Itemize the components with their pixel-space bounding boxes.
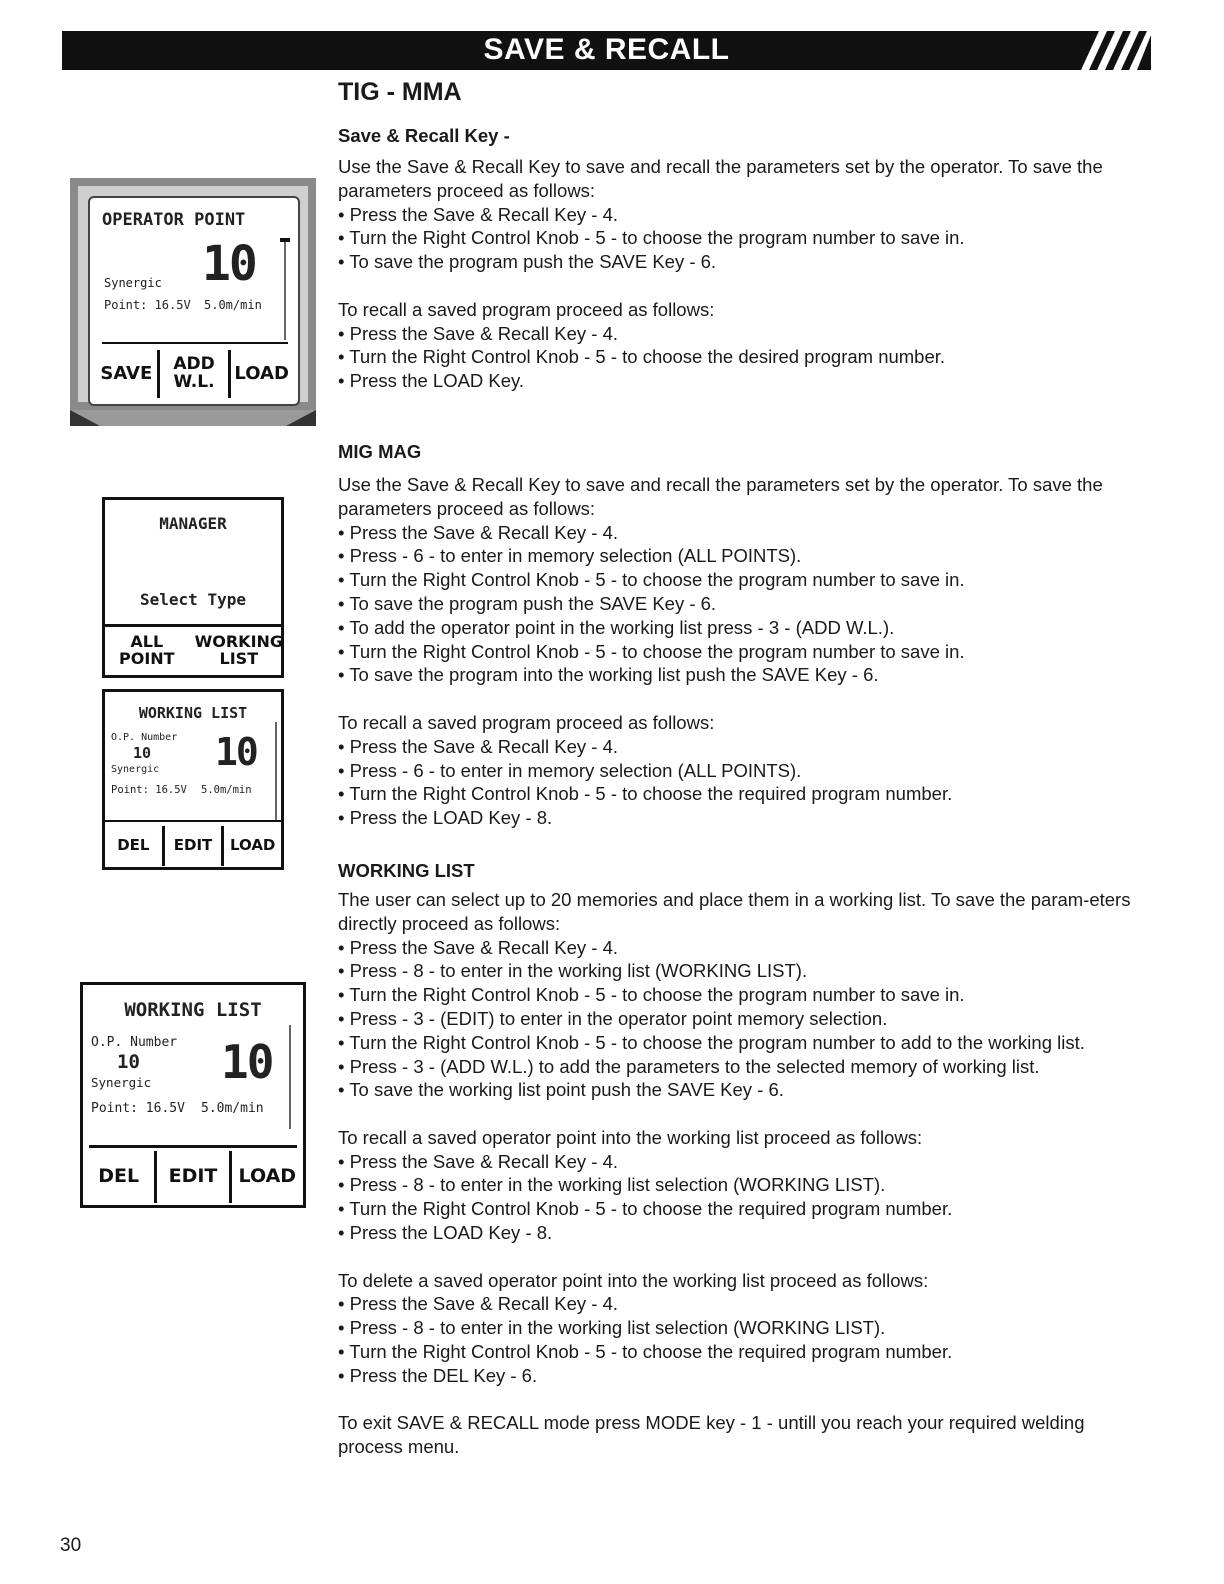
tig-recall-intro: To recall a saved program proceed as follows:: [338, 298, 715, 320]
working-list-title: WORKING LIST: [138, 704, 248, 722]
wl-delete-step: • Press the DEL Key - 6.: [338, 1364, 1153, 1388]
wl-intro: The user can select up to 20 memories and place them in a working list. To save the param-eters directly proceed as follows:: [338, 888, 1131, 934]
wire-speed: 5.0m/min: [201, 1101, 264, 1116]
wl-recall-step: • Press - 8 - to enter in the working list selection (WORKING LIST).: [338, 1173, 1153, 1197]
working-list-button[interactable]: WORKING LIST: [194, 632, 284, 668]
mig-save-step: • Press - 6 - to enter in memory selection (ALL POINTS).: [338, 544, 1153, 568]
screen-divider: [102, 342, 288, 344]
manager-subtitle: Select Type: [140, 590, 246, 609]
all-point-button[interactable]: ALL POINT: [119, 632, 175, 668]
mig-recall-step: • Press the Save & Recall Key - 4.: [338, 735, 1153, 759]
section-title: SAVE & RECALL: [483, 33, 730, 66]
wl-delete-step: • Press the Save & Recall Key - 4.: [338, 1292, 1153, 1316]
mig-recall-intro: To recall a saved program proceed as follows:: [338, 711, 715, 733]
manager-buttons: [105, 627, 284, 675]
large-digit-display: 10: [221, 1035, 273, 1089]
tig-save-step: • To save the program push the SAVE Key - 6.: [338, 250, 1153, 274]
manager-screen: [102, 497, 284, 678]
edit-button[interactable]: EDIT: [173, 836, 213, 855]
screen-divider: [105, 820, 281, 822]
wl-save-steps: [338, 936, 1153, 1103]
wl-save-step: • Press - 8 - to enter in the working list (WORKING LIST).: [338, 959, 1153, 983]
mig-intro: Use the Save & Recall Key to save and recall the parameters set by the operator. To save the parameters proceed as follows:: [338, 473, 1103, 519]
wire-speed: 5.0m/min: [201, 784, 252, 796]
mode-label: Synergic: [104, 276, 162, 290]
wl-recall-step: • Turn the Right Control Knob - 5 - to choose the required program number.: [338, 1197, 1153, 1221]
mode-label: Synergic: [111, 764, 160, 775]
operator-point-screen: [88, 196, 300, 406]
tig-recall-step: • Press the Save & Recall Key - 4.: [338, 322, 1153, 346]
tig-intro: Use the Save & Recall Key to save and recall the parameters set by the operator. To save the parameters proceed as follows:: [338, 156, 1103, 201]
mode-label: Synergic: [91, 1075, 152, 1090]
large-digit-display: 10: [202, 236, 256, 292]
mig-mag-heading: MIG MAG: [338, 440, 422, 462]
mig-recall-steps: [338, 735, 1153, 830]
wl-delete-step: • Turn the Right Control Knob - 5 - to choose the required program number.: [338, 1340, 1153, 1364]
tig-recall-step: • Turn the Right Control Knob - 5 - to choose the desired program number.: [338, 345, 1153, 369]
exit-instruction: To exit SAVE & RECALL mode press MODE key - 1 - untill you reach your required welding process menu.: [338, 1412, 1085, 1458]
tig-recall-steps: [338, 322, 1153, 393]
mig-save-step: • To save the program push the SAVE Key - 6.: [338, 592, 1153, 616]
load-button[interactable]: LOAD: [229, 836, 276, 855]
save-recall-key-subheading: Save & Recall Key -: [338, 125, 510, 146]
mig-save-step: • Press the Save & Recall Key - 4.: [338, 521, 1153, 545]
del-button[interactable]: DEL: [98, 1165, 140, 1188]
wl-save-step: • Turn the Right Control Knob - 5 - to choose the program number to add to the working list.: [338, 1031, 1153, 1055]
op-number-value: 10: [133, 744, 152, 762]
working-list-buttons: [83, 1151, 303, 1203]
point-voltage: Point: 16.5V: [104, 298, 191, 312]
save-button[interactable]: SAVE: [100, 362, 153, 384]
tig-recall-step: • Press the LOAD Key.: [338, 369, 1153, 393]
working-list-buttons: [105, 826, 281, 866]
edit-button[interactable]: EDIT: [168, 1165, 218, 1188]
scroll-bar: [284, 238, 286, 340]
wl-delete-intro: To delete a saved operator point into the working list proceed as follows:: [338, 1269, 929, 1291]
section-banner: [62, 31, 1151, 70]
wl-recall-step: • Press the Save & Recall Key - 4.: [338, 1150, 1153, 1174]
del-button[interactable]: DEL: [117, 836, 150, 855]
page-number: 30: [60, 1535, 82, 1556]
wl-save-step: • Turn the Right Control Knob - 5 - to choose the program number to save in.: [338, 983, 1153, 1007]
op-number-label: O.P. Number: [91, 1035, 178, 1050]
working-list-screen-large: [80, 982, 306, 1208]
mig-save-step: • Turn the Right Control Knob - 5 - to choose the program number to save in.: [338, 640, 1153, 664]
large-digit-display: 10: [215, 730, 257, 774]
operator-point-buttons: [90, 350, 298, 398]
point-voltage: Point: 16.5V: [91, 1101, 185, 1116]
mig-save-step: • To save the program into the working list push the SAVE Key - 6.: [338, 663, 1153, 687]
mig-save-step: • Turn the Right Control Knob - 5 - to choose the program number to save in.: [338, 568, 1153, 592]
tig-save-steps: [338, 203, 1153, 274]
mig-recall-step: • Press - 6 - to enter in memory selection (ALL POINTS).: [338, 759, 1153, 783]
mig-recall-step: • Press the LOAD Key - 8.: [338, 806, 1153, 830]
mig-save-step: • To add the operator point in the working list press - 3 - (ADD W.L.).: [338, 616, 1153, 640]
screen-divider: [89, 1145, 297, 1148]
working-list-heading: WORKING LIST: [338, 859, 475, 881]
operator-point-title: OPERATOR POINT: [102, 210, 246, 230]
wire-speed: 5.0m/min: [204, 298, 262, 312]
banner-stripes-decoration: [1061, 31, 1151, 70]
wl-save-step: • Press the Save & Recall Key - 4.: [338, 936, 1153, 960]
load-button[interactable]: LOAD: [238, 1165, 297, 1188]
wl-recall-steps: [338, 1150, 1153, 1245]
working-list-screen-small: [102, 689, 284, 870]
instructions-column: [338, 78, 1153, 1459]
scroll-thumb: [280, 238, 290, 242]
point-voltage: Point: 16.5V: [111, 784, 187, 796]
wl-save-step: • Press - 3 - (ADD W.L.) to add the parameters to the selected memory of working list.: [338, 1055, 1153, 1079]
tig-mma-heading: TIG - MMA: [338, 78, 462, 106]
mig-recall-step: • Turn the Right Control Knob - 5 - to choose the required program number.: [338, 782, 1153, 806]
working-list-title: WORKING LIST: [124, 999, 262, 1021]
wl-delete-step: • Press - 8 - to enter in the working list selection (WORKING LIST).: [338, 1316, 1153, 1340]
manager-title: MANAGER: [159, 514, 227, 533]
wl-recall-intro: To recall a saved operator point into the working list proceed as follows:: [338, 1126, 923, 1148]
scroll-bar: [275, 722, 277, 820]
tig-save-step: • Turn the Right Control Knob - 5 - to choose the program number to save in.: [338, 226, 1153, 250]
op-number-value: 10: [117, 1051, 140, 1073]
scroll-bar: [289, 1025, 291, 1129]
wl-save-step: • To save the working list point push the SAVE Key - 6.: [338, 1078, 1153, 1102]
wl-delete-steps: [338, 1292, 1153, 1387]
add-wl-button[interactable]: ADD W.L.: [173, 354, 215, 392]
wl-save-step: • Press - 3 - (EDIT) to enter in the operator point memory selection.: [338, 1007, 1153, 1031]
tig-save-step: • Press the Save & Recall Key - 4.: [338, 203, 1153, 227]
load-button[interactable]: LOAD: [234, 362, 289, 384]
op-number-label: O.P. Number: [111, 732, 178, 743]
wl-recall-step: • Press the LOAD Key - 8.: [338, 1221, 1153, 1245]
mig-save-steps: [338, 521, 1153, 688]
operator-point-device: [70, 178, 316, 426]
